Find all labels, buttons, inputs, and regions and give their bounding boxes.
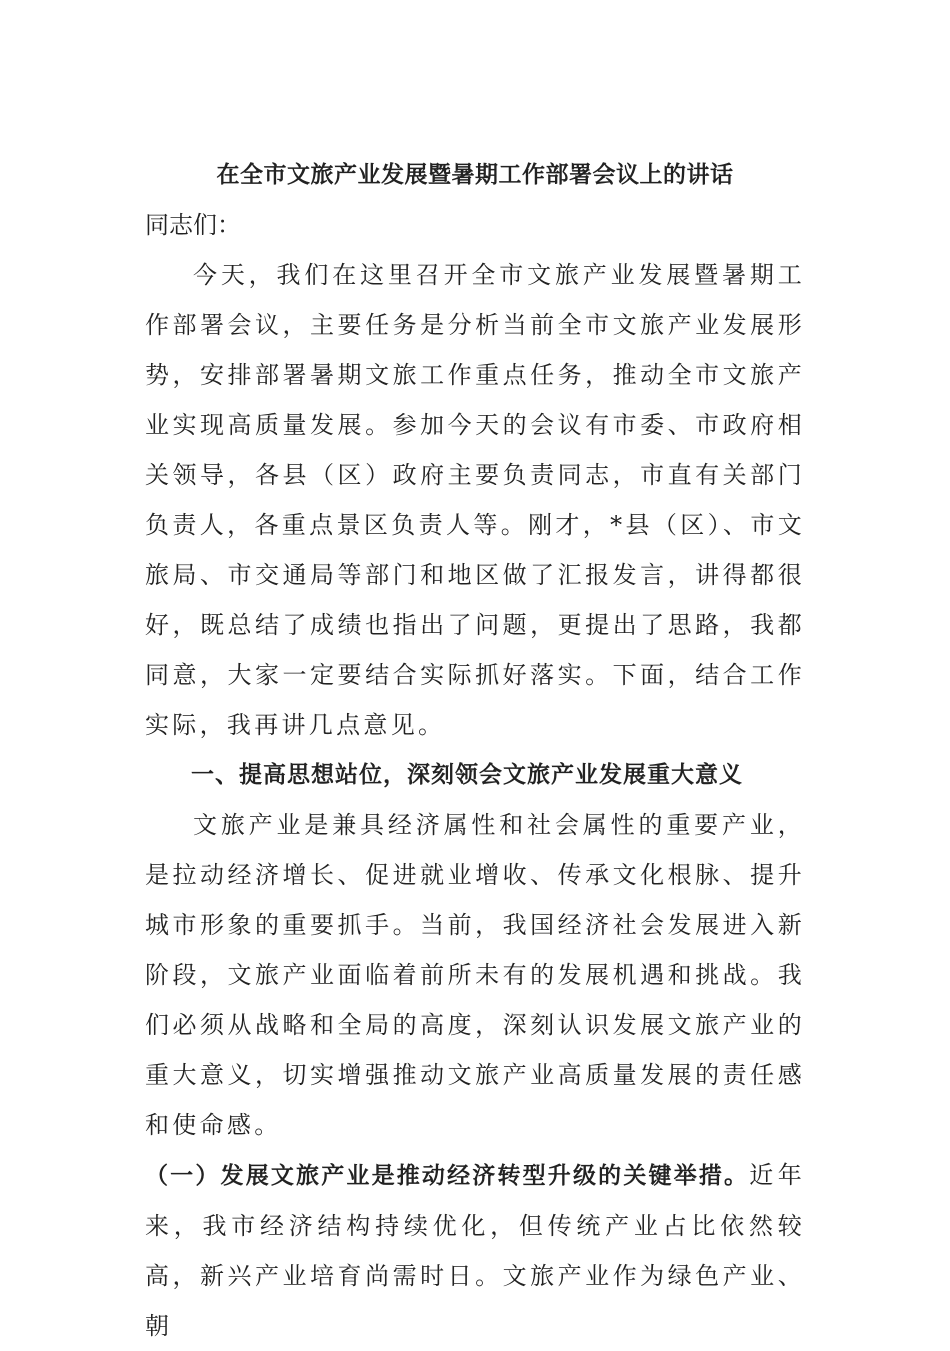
subsection-1-heading: （一）发展文旅产业是推动经济转型升级的关键举措。	[145, 1163, 750, 1189]
document-title: 在全市文旅产业发展暨暑期工作部署会议上的讲话	[216, 162, 734, 188]
salutation: 同志们：	[145, 211, 241, 239]
section-1-paragraph: 文旅产业是兼具经济属性和社会属性的重要产业，是拉动经济增长、促进就业增收、传承文化根脉、提升城市形象的重要抓手。当前，我国经济社会发展进入新阶段，文旅产业面临着前所未有的发展机遇和挑战。我们必须从战略和全局的高度，深刻认识发展文旅产业的重大意义，切实增强推动文旅产业高质量发展的责任感和使命感。	[145, 811, 805, 1139]
subsection-1-body: 近年来，我市经济结构持续优化，但传统产业占比依然较高，新兴产业培育尚需时日。文旅产业作为绿色产业、朝	[145, 1161, 805, 1340]
intro-paragraph: 今天，我们在这里召开全市文旅产业发展暨暑期工作部署会议，主要任务是分析当前全市文旅产业发展形势，安排部署暑期文旅工作重点任务，推动全市文旅产业实现高质量发展。参加今天的会议有市委、市政府相关领导，各县（区）政府主要负责同志，市直有关部门负责人，各重点景区负责人等。刚才，*县（区）、市文旅局、市交通局等部门和地区做了汇报发言，讲得都很好，既总结了成绩也指出了问题，更提出了思路，我都同意，大家一定要结合实际抓好落实。下面，结合工作实际，我再讲几点意见。	[145, 261, 805, 739]
subsection-1-paragraph	[145, 1150, 805, 1351]
section-1-heading: 一、提高思想站位，深刻领会文旅产业发展重大意义	[191, 762, 743, 788]
document-page	[145, 150, 805, 1351]
